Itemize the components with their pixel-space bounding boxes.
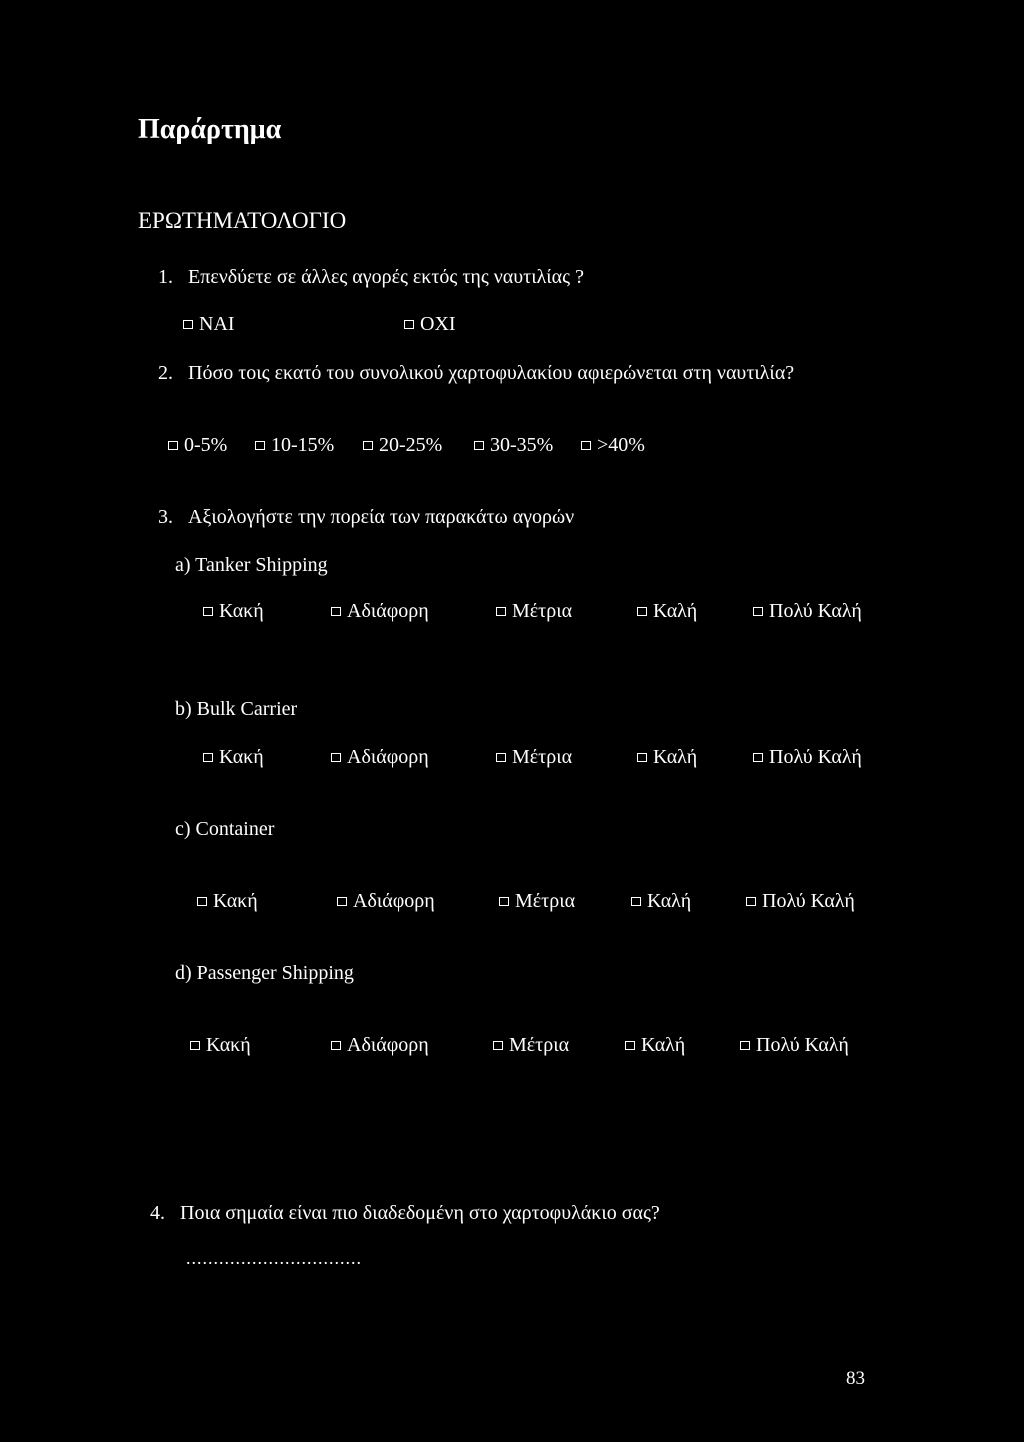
option-label: Αδιάφορη	[347, 600, 429, 622]
checkbox-icon[interactable]	[625, 1041, 635, 1050]
checkbox-icon[interactable]	[363, 441, 373, 450]
option-label: Μέτρια	[512, 746, 573, 768]
q2-option-label: 30-35%	[490, 434, 554, 456]
option-label: Πολύ Καλή	[756, 1034, 849, 1056]
option-label: Καλή	[653, 600, 698, 622]
market-d-option-good[interactable]	[625, 1034, 685, 1057]
checkbox-icon[interactable]	[404, 320, 414, 329]
market-b-option-bad[interactable]	[203, 746, 264, 769]
market-a-option-average[interactable]	[496, 600, 572, 623]
q2-option-10-15[interactable]	[255, 434, 334, 457]
market-c-option-indifferent[interactable]	[337, 890, 435, 913]
option-label: Πολύ Καλή	[769, 746, 862, 768]
market-a-option-very-good[interactable]	[753, 600, 862, 623]
checkbox-icon[interactable]	[499, 897, 509, 906]
option-label: Μέτρια	[515, 890, 576, 912]
q2-option-20-25[interactable]	[363, 434, 442, 457]
market-b-option-average[interactable]	[496, 746, 572, 769]
q2-option-0-5[interactable]	[168, 434, 227, 457]
market-a-option-bad[interactable]	[203, 600, 264, 623]
question-3-text: Αξιολογήστε την πορεία των παρακάτω αγορών	[188, 506, 575, 528]
option-label: Κακή	[219, 746, 264, 768]
checkbox-icon[interactable]	[190, 1041, 200, 1050]
checkbox-icon[interactable]	[474, 441, 484, 450]
market-d-option-bad[interactable]	[190, 1034, 251, 1057]
questionnaire-title: ΕΡΩΤΗΜΑΤΟΛΟΓΙΟ	[138, 208, 347, 233]
q1-option-no[interactable]	[404, 313, 456, 336]
question-4-number: 4.	[150, 1202, 165, 1224]
question-1	[158, 266, 584, 289]
checkbox-icon[interactable]	[740, 1041, 750, 1050]
option-label: Κακή	[219, 600, 264, 622]
market-d-option-indifferent[interactable]	[331, 1034, 429, 1057]
q2-option-30-35[interactable]	[474, 434, 553, 457]
q2-option-40-plus[interactable]	[581, 434, 645, 457]
market-d-option-very-good[interactable]	[740, 1034, 849, 1057]
page-number: 83	[846, 1368, 865, 1389]
checkbox-icon[interactable]	[637, 607, 647, 616]
market-c-label: c) Container	[175, 818, 275, 840]
option-label: Μέτρια	[512, 600, 573, 622]
option-label: Καλή	[647, 890, 692, 912]
checkbox-icon[interactable]	[331, 607, 341, 616]
question-3-number: 3.	[158, 506, 173, 528]
question-2	[158, 362, 794, 385]
market-d-option-average[interactable]	[493, 1034, 569, 1057]
question-1-text: Επενδύετε σε άλλες αγορές εκτός της ναυτιλίας ?	[188, 266, 584, 288]
question-2-text: Πόσο τοις εκατό του συνολικού χαρτοφυλακίου αφιερώνεται στη ναυτιλία?	[188, 362, 795, 384]
option-label: Καλή	[653, 746, 698, 768]
q2-option-label: 0-5%	[184, 434, 228, 456]
market-c-option-bad[interactable]	[197, 890, 258, 913]
market-a-option-good[interactable]	[637, 600, 697, 623]
option-label: Πολύ Καλή	[769, 600, 862, 622]
checkbox-icon[interactable]	[493, 1041, 503, 1050]
checkbox-icon[interactable]	[631, 897, 641, 906]
market-a-option-indifferent[interactable]	[331, 600, 429, 623]
checkbox-icon[interactable]	[255, 441, 265, 450]
option-label: Κακή	[206, 1034, 251, 1056]
page-heading: Παράρτημα	[138, 114, 282, 145]
question-1-number: 1.	[158, 266, 173, 288]
market-d-label: d) Passenger Shipping	[175, 962, 354, 984]
market-c-option-very-good[interactable]	[746, 890, 855, 913]
market-b-option-good[interactable]	[637, 746, 697, 769]
checkbox-icon[interactable]	[331, 1041, 341, 1050]
checkbox-icon[interactable]	[337, 897, 347, 906]
checkbox-icon[interactable]	[637, 753, 647, 762]
question-4-text: Ποια σημαία είναι πιο διαδεδομένη στο χαρτοφυλάκιο σας?	[180, 1202, 660, 1224]
market-a-label: a) Tanker Shipping	[175, 554, 328, 576]
option-label: Αδιάφορη	[347, 746, 429, 768]
checkbox-icon[interactable]	[581, 441, 591, 450]
question-4	[150, 1202, 660, 1225]
option-label: Αδιάφορη	[347, 1034, 429, 1056]
market-c-option-good[interactable]	[631, 890, 691, 913]
checkbox-icon[interactable]	[203, 753, 213, 762]
q2-option-label: 10-15%	[271, 434, 335, 456]
checkbox-icon[interactable]	[197, 897, 207, 906]
checkbox-icon[interactable]	[496, 753, 506, 762]
checkbox-icon[interactable]	[183, 320, 193, 329]
checkbox-icon[interactable]	[753, 607, 763, 616]
option-label: Πολύ Καλή	[762, 890, 855, 912]
market-b-label: b) Bulk Carrier	[175, 698, 298, 720]
checkbox-icon[interactable]	[753, 753, 763, 762]
option-label: Κακή	[213, 890, 258, 912]
q1-option-yes-label: ΝΑΙ	[199, 313, 235, 335]
option-label: Καλή	[641, 1034, 686, 1056]
checkbox-icon[interactable]	[746, 897, 756, 906]
checkbox-icon[interactable]	[331, 753, 341, 762]
market-c-option-average[interactable]	[499, 890, 575, 913]
market-b-option-indifferent[interactable]	[331, 746, 429, 769]
checkbox-icon[interactable]	[496, 607, 506, 616]
question-3	[158, 506, 574, 529]
question-2-number: 2.	[158, 362, 173, 384]
market-b-option-very-good[interactable]	[753, 746, 862, 769]
option-label: Αδιάφορη	[353, 890, 435, 912]
option-label: Μέτρια	[509, 1034, 570, 1056]
q1-option-no-label: ΟΧΙ	[420, 313, 456, 335]
q2-option-label: 20-25%	[379, 434, 443, 456]
checkbox-icon[interactable]	[203, 607, 213, 616]
checkbox-icon[interactable]	[168, 441, 178, 450]
answer-line-input[interactable]: ................................	[186, 1248, 362, 1268]
q2-option-label: >40%	[597, 434, 645, 456]
q1-option-yes[interactable]	[183, 313, 235, 336]
